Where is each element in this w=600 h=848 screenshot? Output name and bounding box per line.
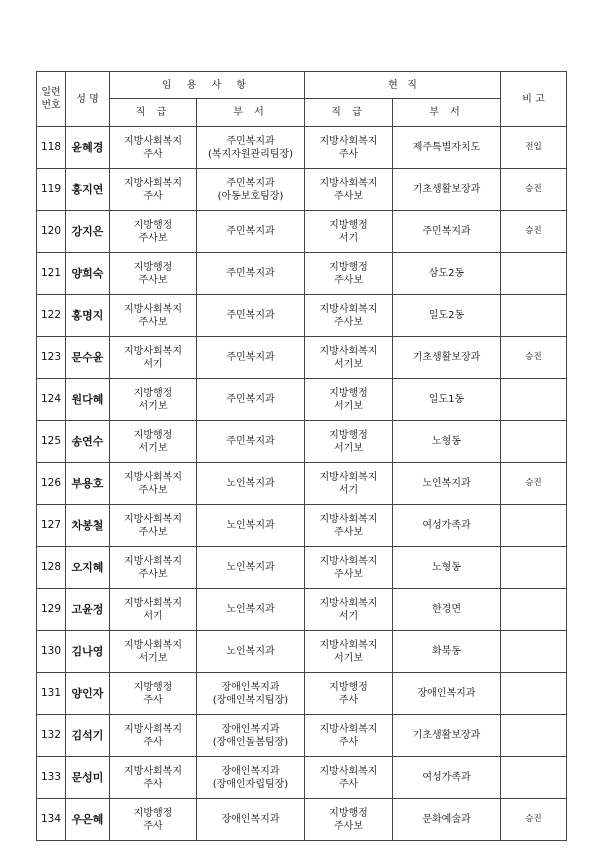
- appointment-rank-cell: 지방사회복지 주사: [110, 127, 197, 169]
- appointment-rank-cell: 지방사회복지 주사: [110, 757, 197, 799]
- appointment-rank-cell: 지방사회복지 주사: [110, 715, 197, 757]
- name-cell: 김나영: [66, 631, 110, 673]
- name-cell: 양인자: [66, 673, 110, 715]
- personnel-table: [36, 71, 567, 841]
- current-dept-cell: 노형동: [393, 547, 501, 589]
- table-row: [37, 715, 567, 757]
- appointment-rank-cell: 지방사회복지 서기: [110, 337, 197, 379]
- name-cell: 송연수: [66, 421, 110, 463]
- current-rank-cell: 지방사회복지 주사보: [305, 505, 393, 547]
- serial-number-cell: 131: [37, 673, 66, 715]
- appointment-dept-cell: 주민복지과: [197, 295, 305, 337]
- current-rank-cell: 지방행정 주사: [305, 673, 393, 715]
- table-row: [37, 547, 567, 589]
- table-row: [37, 337, 567, 379]
- remarks-cell: [501, 253, 567, 295]
- appointment-dept-cell: 장애인복지과 (장애인복지팀장): [197, 673, 305, 715]
- serial-number-cell: 125: [37, 421, 66, 463]
- current-dept-cell: 제주특별자치도: [393, 127, 501, 169]
- appointment-dept-cell: 노인복지과: [197, 463, 305, 505]
- current-rank-cell: 지방사회복지 주사: [305, 715, 393, 757]
- header-name: 성 명: [66, 72, 110, 127]
- appointment-dept-cell: 노인복지과: [197, 505, 305, 547]
- remarks-cell: 전입: [501, 127, 567, 169]
- table-row: [37, 673, 567, 715]
- remarks-cell: [501, 379, 567, 421]
- appointment-dept-cell: 주민복지과: [197, 211, 305, 253]
- header-row-1: [37, 72, 567, 99]
- current-rank-cell: 지방사회복지 주사보: [305, 295, 393, 337]
- name-cell: 고윤정: [66, 589, 110, 631]
- serial-number-cell: 123: [37, 337, 66, 379]
- remarks-cell: [501, 757, 567, 799]
- appointment-dept-cell: 노인복지과: [197, 547, 305, 589]
- header-app-rank: 직 급: [110, 99, 197, 127]
- name-cell: 문성미: [66, 757, 110, 799]
- current-dept-cell: 일도2동: [393, 295, 501, 337]
- appointment-rank-cell: 지방사회복지 주사보: [110, 505, 197, 547]
- current-rank-cell: 지방사회복지 주사보: [305, 169, 393, 211]
- appointment-rank-cell: 지방사회복지 서기보: [110, 631, 197, 673]
- appointment-dept-cell: 주민복지과: [197, 379, 305, 421]
- current-dept-cell: 여성가족과: [393, 757, 501, 799]
- current-dept-cell: 기초생활보장과: [393, 715, 501, 757]
- header-cur-rank: 직 급: [305, 99, 393, 127]
- name-cell: 김석기: [66, 715, 110, 757]
- appointment-rank-cell: 지방사회복지 주사보: [110, 295, 197, 337]
- serial-number-cell: 133: [37, 757, 66, 799]
- current-dept-cell: 노인복지과: [393, 463, 501, 505]
- name-cell: 홍명지: [66, 295, 110, 337]
- appointment-dept-cell: 노인복지과: [197, 589, 305, 631]
- remarks-cell: 승진: [501, 463, 567, 505]
- remarks-cell: [501, 631, 567, 673]
- header-appointment: 임 용 사 항: [110, 72, 305, 99]
- appointment-dept-cell: 주민복지과 (복지자원관리팀장): [197, 127, 305, 169]
- current-rank-cell: 지방행정 주사보: [305, 253, 393, 295]
- table-row: [37, 295, 567, 337]
- name-cell: 홍지연: [66, 169, 110, 211]
- current-dept-cell: 화북동: [393, 631, 501, 673]
- appointment-dept-cell: 장애인복지과 (장애인자립팀장): [197, 757, 305, 799]
- name-cell: 문수윤: [66, 337, 110, 379]
- table-row: [37, 757, 567, 799]
- table-row: [37, 211, 567, 253]
- remarks-cell: [501, 505, 567, 547]
- appointment-rank-cell: 지방행정 주사: [110, 673, 197, 715]
- table-row: [37, 505, 567, 547]
- header-cur-dept: 부 서: [393, 99, 501, 127]
- table-row: [37, 421, 567, 463]
- current-dept-cell: 일도1동: [393, 379, 501, 421]
- remarks-cell: 승진: [501, 211, 567, 253]
- remarks-cell: 승진: [501, 799, 567, 841]
- remarks-cell: [501, 589, 567, 631]
- serial-number-cell: 120: [37, 211, 66, 253]
- header-current: 현 직: [305, 72, 501, 99]
- table-row: [37, 589, 567, 631]
- current-rank-cell: 지방사회복지 서기: [305, 463, 393, 505]
- current-dept-cell: 노형동: [393, 421, 501, 463]
- remarks-cell: [501, 715, 567, 757]
- current-dept-cell: 기초생활보장과: [393, 169, 501, 211]
- table-row: [37, 799, 567, 841]
- appointment-dept-cell: 주민복지과: [197, 253, 305, 295]
- current-rank-cell: 지방행정 주사보: [305, 799, 393, 841]
- serial-number-cell: 134: [37, 799, 66, 841]
- header-app-dept: 부 서: [197, 99, 305, 127]
- current-rank-cell: 지방사회복지 주사보: [305, 547, 393, 589]
- current-rank-cell: 지방행정 서기보: [305, 379, 393, 421]
- name-cell: 차봉철: [66, 505, 110, 547]
- serial-number-cell: 119: [37, 169, 66, 211]
- appointment-rank-cell: 지방행정 주사: [110, 799, 197, 841]
- table-row: [37, 127, 567, 169]
- name-cell: 부용호: [66, 463, 110, 505]
- header-serial: 일련 번호: [37, 72, 66, 127]
- name-cell: 원다혜: [66, 379, 110, 421]
- table-row: [37, 169, 567, 211]
- table-row: [37, 379, 567, 421]
- current-dept-cell: 한경면: [393, 589, 501, 631]
- current-dept-cell: 기초생활보장과: [393, 337, 501, 379]
- appointment-rank-cell: 지방행정 주사보: [110, 211, 197, 253]
- current-rank-cell: 지방사회복지 서기보: [305, 337, 393, 379]
- current-dept-cell: 장애인복지과: [393, 673, 501, 715]
- current-dept-cell: 문화예술과: [393, 799, 501, 841]
- serial-number-cell: 121: [37, 253, 66, 295]
- remarks-cell: 승진: [501, 337, 567, 379]
- remarks-cell: [501, 421, 567, 463]
- name-cell: 오지혜: [66, 547, 110, 589]
- header-remarks: 비 고: [501, 72, 567, 127]
- serial-number-cell: 129: [37, 589, 66, 631]
- appointment-rank-cell: 지방사회복지 주사보: [110, 547, 197, 589]
- appointment-rank-cell: 지방사회복지 주사: [110, 169, 197, 211]
- current-rank-cell: 지방사회복지 서기: [305, 589, 393, 631]
- serial-number-cell: 128: [37, 547, 66, 589]
- current-dept-cell: 여성가족과: [393, 505, 501, 547]
- serial-number-cell: 126: [37, 463, 66, 505]
- personnel-table-container: [36, 71, 566, 841]
- current-rank-cell: 지방사회복지 주사: [305, 757, 393, 799]
- appointment-dept-cell: 노인복지과: [197, 631, 305, 673]
- current-rank-cell: 지방행정 서기: [305, 211, 393, 253]
- serial-number-cell: 122: [37, 295, 66, 337]
- current-dept-cell: 삼도2동: [393, 253, 501, 295]
- serial-number-cell: 130: [37, 631, 66, 673]
- appointment-dept-cell: 주민복지과: [197, 337, 305, 379]
- appointment-rank-cell: 지방사회복지 서기: [110, 589, 197, 631]
- name-cell: 우은혜: [66, 799, 110, 841]
- name-cell: 양희숙: [66, 253, 110, 295]
- remarks-cell: 승진: [501, 169, 567, 211]
- current-rank-cell: 지방사회복지 주사: [305, 127, 393, 169]
- current-rank-cell: 지방행정 서기보: [305, 421, 393, 463]
- appointment-rank-cell: 지방행정 주사보: [110, 253, 197, 295]
- header-row-2: [37, 99, 567, 127]
- remarks-cell: [501, 547, 567, 589]
- serial-number-cell: 132: [37, 715, 66, 757]
- name-cell: 윤혜경: [66, 127, 110, 169]
- serial-number-cell: 118: [37, 127, 66, 169]
- table-row: [37, 463, 567, 505]
- appointment-dept-cell: 주민복지과: [197, 421, 305, 463]
- name-cell: 강지은: [66, 211, 110, 253]
- remarks-cell: [501, 673, 567, 715]
- remarks-cell: [501, 295, 567, 337]
- appointment-rank-cell: 지방행정 서기보: [110, 421, 197, 463]
- current-dept-cell: 주민복지과: [393, 211, 501, 253]
- appointment-rank-cell: 지방사회복지 주사보: [110, 463, 197, 505]
- appointment-dept-cell: 주민복지과 (아동보호팀장): [197, 169, 305, 211]
- serial-number-cell: 127: [37, 505, 66, 547]
- table-row: [37, 631, 567, 673]
- table-row: [37, 253, 567, 295]
- appointment-rank-cell: 지방행정 서기보: [110, 379, 197, 421]
- appointment-dept-cell: 장애인복지과 (장애인돌봄팀장): [197, 715, 305, 757]
- current-rank-cell: 지방사회복지 서기보: [305, 631, 393, 673]
- serial-number-cell: 124: [37, 379, 66, 421]
- appointment-dept-cell: 장애인복지과: [197, 799, 305, 841]
